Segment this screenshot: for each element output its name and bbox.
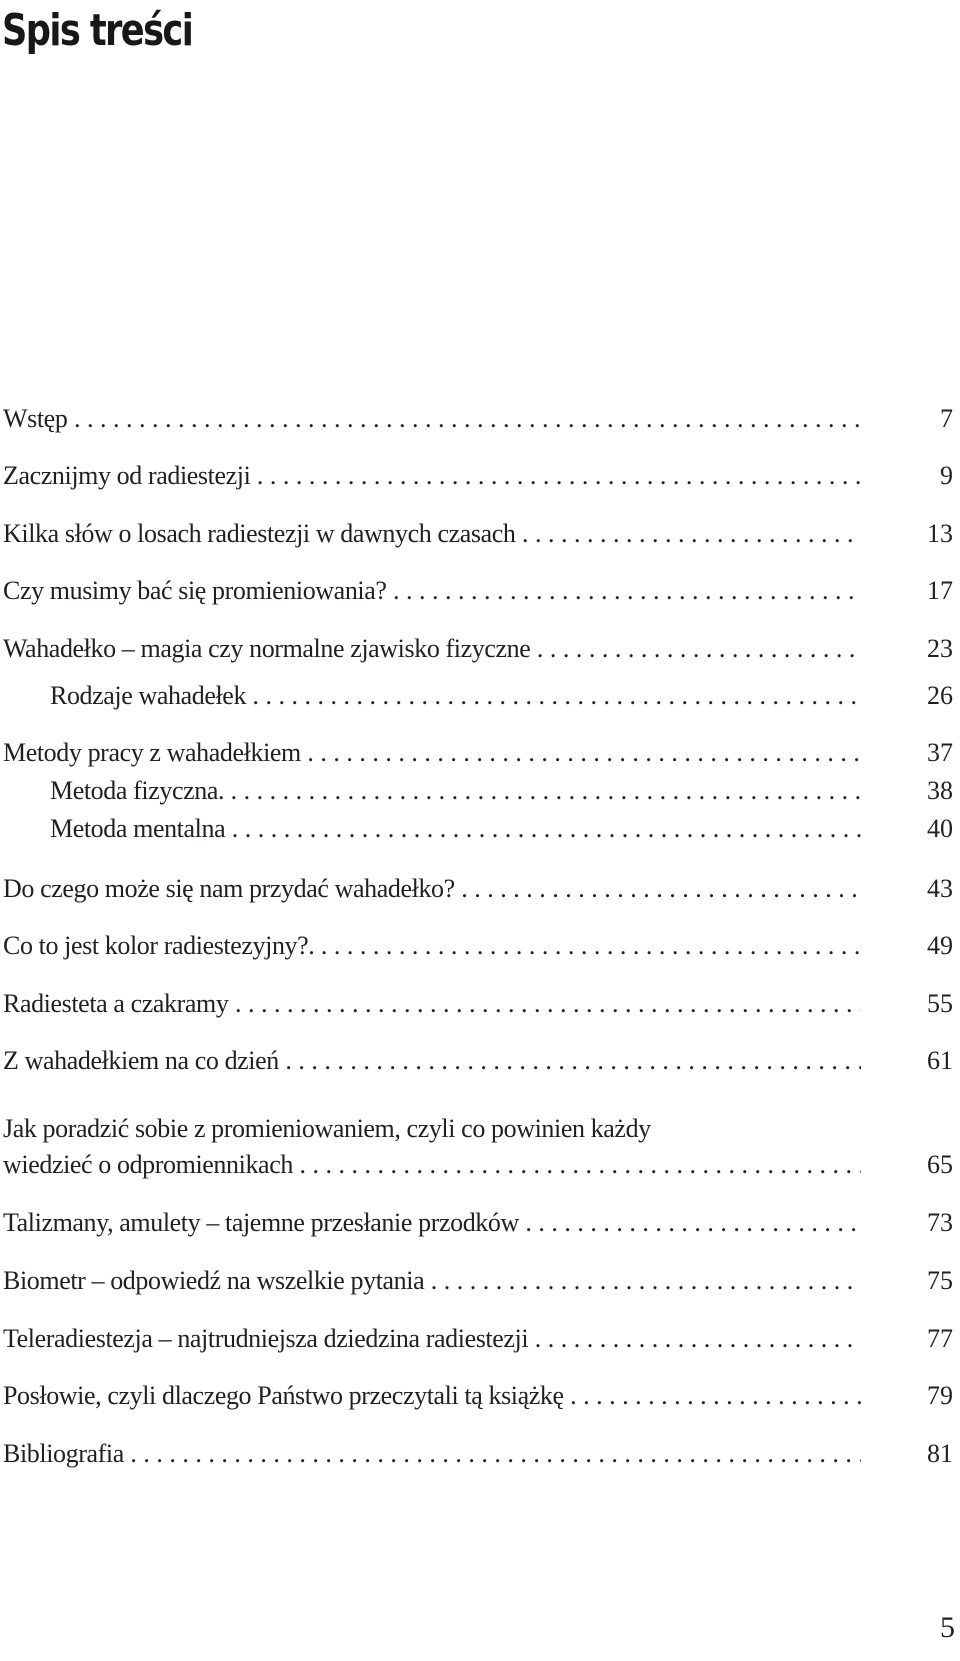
toc-entry-kilka-slow (0, 516, 960, 552)
toc-page-number: 55 (927, 989, 953, 1018)
toc-page-number: 37 (927, 738, 953, 767)
toc-entry-title: Metoda fizyczna. . . . (50, 773, 861, 809)
toc-entry-teleradiestezja (0, 1321, 960, 1357)
page-title: Spis treści (2, 5, 193, 56)
toc-entry-talizmany (0, 1205, 960, 1241)
toc-subentry-rodzaje (0, 678, 960, 714)
toc-page-number: 38 (927, 776, 953, 805)
toc-entry-title: Biometr – odpowiedź na wszelkie pytania . . . (3, 1263, 861, 1299)
toc-page-number: 65 (927, 1150, 953, 1179)
toc-entry-bibliografia (0, 1436, 960, 1472)
toc-page-number: 17 (927, 576, 953, 605)
toc-entry-title: Do czego może się nam przydać wahadełko? . . . (3, 871, 861, 907)
toc-entry-title: Teleradiestezja – najtrudniejsza dziedzina radiestezji . . . (3, 1321, 861, 1357)
toc-subentry-metoda-mentalna (0, 811, 960, 847)
toc-page-number: 61 (927, 1046, 953, 1075)
toc-entry-poslowie (0, 1378, 960, 1414)
toc-entry-title: Bibliografia . . . (3, 1436, 861, 1472)
toc-entry-title: Talizmany, amulety – tajemne przesłanie przodków . . . (3, 1205, 861, 1241)
toc-entry-na-co-dzien (0, 1043, 960, 1079)
toc-entry-title: Kilka słów o losach radiestezji w dawnych czasach . . . (3, 516, 861, 552)
toc-entry-title: Wahadełko – magia czy normalne zjawisko fizyczne . . . (3, 631, 861, 667)
toc-page-number: 40 (927, 814, 953, 843)
toc-entry-kolor (0, 928, 960, 964)
toc-page-number: 73 (927, 1208, 953, 1237)
toc-page-number: 81 (927, 1439, 953, 1468)
toc-entry-title: Posłowie, czyli dlaczego Państwo przeczytali tą książkę . . . (3, 1378, 861, 1414)
page-number: 5 (940, 1611, 955, 1644)
toc-page-number: 49 (927, 931, 953, 960)
toc-page-number: 7 (940, 404, 953, 433)
toc-entry-title-line1: Jak poradzić sobie z promieniowaniem, czyli co powinien każdy (3, 1114, 651, 1143)
toc-entry-title: Wstęp . . . (3, 401, 861, 437)
toc-entry-title: Co to jest kolor radiestezyjny?. . . . (3, 928, 861, 964)
toc-subentry-metoda-fizyczna (0, 773, 960, 809)
toc-entry-biometr (0, 1263, 960, 1299)
toc-entry-title-line2: wiedzieć o odpromiennikach . . . (3, 1147, 861, 1183)
toc-entry-title: Zacznijmy od radiestezji . . . (3, 458, 861, 494)
toc-entry-wahadelko-magia (0, 631, 960, 667)
toc-page-number: 23 (927, 634, 953, 663)
toc-page-number: 26 (927, 681, 953, 710)
toc-page-number: 79 (927, 1381, 953, 1410)
toc-page-number: 75 (927, 1266, 953, 1295)
toc-entry-wstep (0, 401, 960, 437)
toc-entry-title: Radiesteta a czakramy . . . (3, 986, 861, 1022)
toc-entry-title: Z wahadełkiem na co dzień . . . (3, 1043, 861, 1079)
toc-entry-odpromienniki (0, 1111, 960, 1183)
toc-page-number: 13 (927, 519, 953, 548)
toc-page-number: 77 (927, 1324, 953, 1353)
toc-entry-czakramy (0, 986, 960, 1022)
toc-entry-metody-pracy (0, 735, 960, 771)
toc-entry-zacznijmy (0, 458, 960, 494)
toc-entry-do-czego (0, 871, 960, 907)
toc-entry-title: Metody pracy z wahadełkiem . . . (3, 735, 861, 771)
toc-entry-title: Rodzaje wahadełek . . . (50, 678, 861, 714)
toc-entry-promieniowanie (0, 573, 960, 609)
toc-page-number: 43 (927, 874, 953, 903)
toc-page-number: 9 (940, 461, 953, 490)
toc-entry-title: Czy musimy bać się promieniowania? . . . (3, 573, 861, 609)
toc-entry-title: Metoda mentalna . . . (50, 811, 861, 847)
